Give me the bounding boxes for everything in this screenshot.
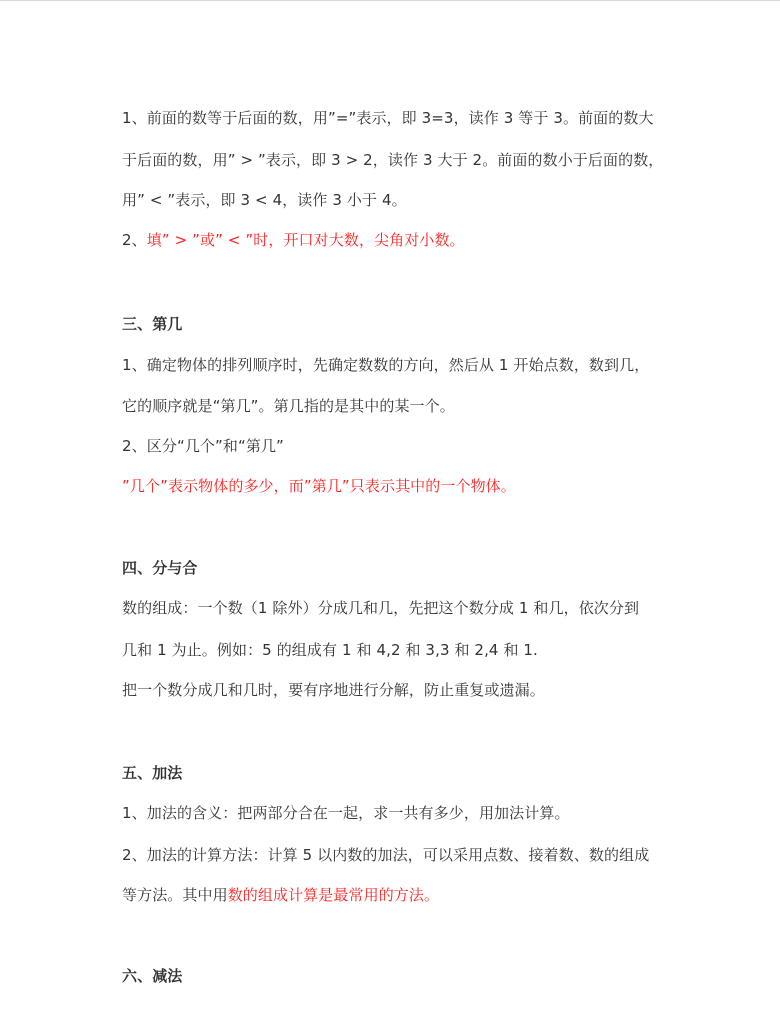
list-number: 2、 [122, 231, 147, 249]
section-heading-ordinal: 三、第几 [122, 315, 183, 333]
paragraph-addition-meaning: 1、加法的含义：把两部分合在一起，求一共有多少，用加法计算。 [122, 804, 570, 822]
highlight-distinguish-note: ”几个”表示物体的多少，而”第几”只表示其中的一个物体。 [122, 477, 516, 495]
paragraph-composition-tip: 把一个数分成几和几时，要有序地进行分解，防止重复或遗漏。 [122, 681, 545, 699]
section-heading-split-merge: 四、分与合 [122, 559, 198, 577]
paragraph-composition-line2: 几和 1 为止。例如：5 的组成有 1 和 4,2 和 3,3 和 2,4 和 1. [122, 641, 538, 659]
paragraph-composition-line1: 数的组成：一个数（1 除外）分成几和几，先把这个数分成 1 和几，依次分到 [122, 599, 640, 617]
paragraph-distinguish: 2、区分“几个”和“第几” [122, 437, 284, 455]
paragraph-order-line2: 它的顺序就是“第几”。第几指的是其中的某一个。 [122, 397, 455, 415]
plain-text: 等方法。其中用 [122, 886, 228, 904]
paragraph-addition-method-line1: 2、加法的计算方法：计算 5 以内数的加法，可以采用点数、接着数、数的组成 [122, 846, 650, 864]
paragraph-equal-line2: 于后面的数，用” > ”表示，即 3 > 2，读作 3 大于 2。前面的数小于后面的数， [122, 151, 664, 169]
paragraph-addition-method-line2 [122, 885, 439, 905]
highlight-text: 填” > ”或” < ”时，开口对大数，尖角对小数。 [146, 231, 465, 249]
section-heading-subtraction: 六、减法 [122, 967, 183, 985]
section-heading-addition: 五、加法 [122, 764, 183, 782]
highlight-text: 数的组成计算是最常用的方法。 [227, 886, 440, 904]
paragraph-tip-comparison [122, 230, 465, 250]
page-top-border [0, 0, 780, 1]
paragraph-equal-line3: 用” < ”表示，即 3 < 4，读作 3 小于 4。 [122, 191, 407, 209]
paragraph-equal-line1: 1、前面的数等于后面的数，用”=”表示，即 3=3，读作 3 等于 3。前面的数大 [122, 109, 654, 127]
paragraph-order-line1: 1、确定物体的排列顺序时，先确定数数的方向，然后从 1 开始点数，数到几， [122, 356, 650, 374]
